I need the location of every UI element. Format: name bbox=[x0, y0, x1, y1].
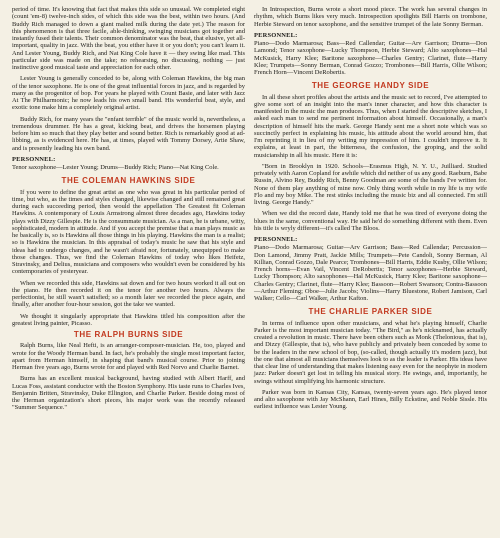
section-heading-george-handy: THE GEORGE HANDY SIDE bbox=[311, 81, 430, 91]
quote-paragraph: "Born in Brooklyn in 1920. Schools—Erasmus High, N. Y. U., Juilliard. Studied privately with Aaron Copland for awhile which did neither of us any good. Raeburn, Babe Russin, Alvino Rey, Buddy Rich, Benny Goodman are some of the bands I've written for. None of them play anything of mine now. Only thing worth while in my life is my wife Flo and my boy Mike. The rest stinks including the music biz and all connected. I'm still living. George Handy." bbox=[254, 162, 487, 206]
personnel-list: Piano—Dodo Marmarosa; Guitar—Arv Garrison; Bass—Red Callendar; Percussion—Don Lamond, Jimmy Pratt, Jackie Mills; Trumpets—Pete Candoli, Sonny Berman, Al Killian, Conrad Gozzo, Dale Pearce; Trombones—Bill Harris, Eddie Kusby, Ollie Wilson; French horns—Evan Vail, Vincent DeRobertis; Tenor saxophones—Herbie Steward, Lucky Thompson; Alto saxophones—Hal McKusick, Harry Klee; Baritone saxophone—Charles Gentry; Clarinet, flute—Harry Klee; Bassoon—Robert Swanson; Contra-Bassoon—Arthur Fleming; Oboe—Julie Jacobs; Violins—Harry Bluestone, Robert Jamison, Carl Walker; Cello—Carl Walker, Arthur Kafton. bbox=[254, 244, 487, 302]
paragraph: Parker was born in Kansas City, Kansas, twenty-seven years ago. He's played tenor and alto saxophone with Jay McShann, Earl Hines, Billy Eckstine, and Noble Sissle. His earliest influence was Lester Young. bbox=[254, 388, 487, 411]
personnel-label: PERSONNEL: bbox=[254, 31, 298, 39]
personnel-list: Piano—Dodo Marmarosa; Bass—Red Callendar; Guitar—Arv Garrison; Drums—Don Lamond; Tenor saxophone—Lucky Thompson, Herbie Steward; Alto saxophones—Hal McKusick, Harry Klee; Baritone saxophone—Charles Gentry; Clarinet, flute—Harry Klee; Trumpets—Sonny Berman, Conrad Gozzo; Trombones—Bill Harris, Ollie Wilson; French Horn—Vincent DeRobertis. bbox=[254, 40, 487, 76]
section-heading-charlie-parker: THE CHARLIE PARKER SIDE bbox=[308, 307, 433, 317]
personnel-list: Tenor saxophone—Lester Young; Drums—Buddy Rich; Piano—Nat King Cole. bbox=[12, 164, 219, 171]
paragraph: Buddy Rich, for many years the "enfant terrible" of the music world is, nevertheless, a tremendous drummer. He has a great, kicking beat, and drives the horsemen playing before him so much that they play better and sound better. Rich is remarkably good at ad-libbing, as is evidenced here. He has, at times, played with Tommy Dorsey, Artie Shaw, and is presently leading his own band. bbox=[12, 115, 245, 152]
paragraph: In all these short profiles about the artists and the music set to record, I've attempted to give some sort of an insight into the man's inner character, and how this character is manifested in the music the man produces. Thus, when I started the descriptive sketches, I asked each man to send me pertinent information about himself. Occasionally, a man's description of himself hits the mark. George Handy sent me a short note which was so succinctly perfect in explaining his music, his attitude about the world around him, that I'm reprinting it in lieu of my writing my impression of him. I couldn't improve it. It explains, at least in part, the bitterness, the confusion, the groping, and the solid musicianship in all his music. Here it is: bbox=[254, 93, 487, 159]
personnel-label: PERSONNEL: bbox=[254, 236, 298, 243]
paragraph: In Introspection, Burns wrote a short mood piece. The work has several changes in rhythm, which Burns likes very much. Introspection spotlights Bill Harris on trombone, Herbie Steward on tenor saxophone, and the sensitive trumpet of the late Sonny Berman. bbox=[254, 6, 487, 28]
paragraph: If you were to define the great artist as one who was great in his particular period of time, but who, as the times and styles changed, likewise changed and still remained great during each succeeding period, then would the appellation The Greatest fit Coleman Hawkins. A contemporary of Louis Armstrong almost three decades ago, Hawkins today plays with Dizzy Gillespie. He is the consummate musician. As a man, he is urbane, witty, sophisticated, modern in attitude. And if you accept the premise that a man plays music as he basically is, so is Hawkins all those things in his playing. Hawkins the man is a realist; so is Hawkins the musician. In this appraisal of today's music he saw that his style and ideas had to undergo changes, and he wasn't afraid nor, fortunately, unequipped to make those changes. Thus, we find the Coleman Hawkins of today who likes Heifetz, Stravinsky, and Delius, musicians and composers who wouldn't even be considered by his contemporaries of yesteryear. bbox=[12, 188, 245, 276]
paragraph: Lester Young is generally conceded to be, along with Coleman Hawkins, the big man of the tenor saxophone. He is one of the great influential forces in jazz, and is regarded by many as the progenitor of bop. For years he played with Count Basie, and later with Jazz At The Philharmonic; he now leads his own small band. His wonderful beat, style, and exotic tone make him a completely original artist. bbox=[12, 75, 245, 112]
paragraph: When we did the record date, Handy told me that he was tired of everyone doing the blues in the same, conventional way. He said he'd do something different with them. Even his title is wryly different—it's called The Bloos. bbox=[254, 210, 487, 232]
paragraph: When we recorded this side, Hawkins sat down and for two hours worked it all out on the piano. He then recorded it on the tenor for another two hours. Always the perfectionist, he still wasn't satisfied; so a month later we recorded the piece again, and finally, after another four-hour session, got the take we wanted. bbox=[12, 279, 245, 309]
paragraph: In terms of influence upon other musicians, and what he's playing himself, Charlie Parker is the most important musician today. "The Bird," as he's nicknamed, has actually created a revolution in music. There have been others such as Monk (Thelonious, that is), and Dizzy (Gillespie, that is), who have publicly and privately been conceded by some to be the leaders in the new school of bop, (so-called, though actually it's modern jazz), but the one that almost all musicians themselves look to as the leader is Parker. His ideas have that clear line of understanding that makes listening easy even for the neophyte in modern jazz: Parker doesn't get lost in telling his musical story. He swings, and, importantly, he swings without simplifying his harmonic structure. bbox=[254, 319, 487, 385]
right-column bbox=[254, 6, 487, 538]
section-heading-ralph-burns: THE RALPH BURNS SIDE bbox=[73, 330, 184, 339]
personnel-label: PERSONNEL: bbox=[12, 155, 56, 163]
section-heading-coleman-hawkins: THE COLEMAN HAWKINS SIDE bbox=[61, 176, 196, 186]
paragraph: period of time. It's knowing that fact that makes this side so unusual. We completed eight (count 'em-8) twelve-inch sides, of which this side was the best, within two hours. (And Buddy Rich managed to down a giant malted milk during the date yet.) The reason for this phenomenon is that three facile, able-thinking, swinging musicians got together and instantly fused their talents. Their common denominator was the beat, that elusive, yet all-important, quality in jazz. With the beat, you either have it or you don't; you can't learn it. And Lester Young, Buddy Rich, and Nat King Cole have it — they swing like mad. This particular side was made on the take; no rehearsing, no discussing, nothing — just instinctive good musical taste and appreciation for each other. bbox=[12, 6, 245, 71]
paragraph: Burns has an excellent musical background, having studied with Albert Harff, and Lucas Foss, assistant conductor with the Boston Symphony. His taste runs to Charles Ives, Benjamin Britten, Stravinsky, Duke Ellington, and Charlie Parker. Beside doing most of the Herman organization's short pieces, his major work was the recently released "Summer Sequence." bbox=[12, 375, 245, 412]
paragraph: We thought it singularly appropriate that Hawkins titled his composition after the greatest living painter, Picasso. bbox=[12, 312, 245, 327]
left-column bbox=[12, 6, 245, 538]
paragraph: Ralph Burns, like Neal Hefti, is an arranger-composer-musician. He, too, played and wrote for the Woody Herman band. In fact, he's probably the single most important factor, apart from Herman himself, in shaping that band's musical course. Prior to joining Herman five years ago, Burns wrote for and played with Red Norvo and Charlie Barnet. bbox=[12, 342, 245, 371]
